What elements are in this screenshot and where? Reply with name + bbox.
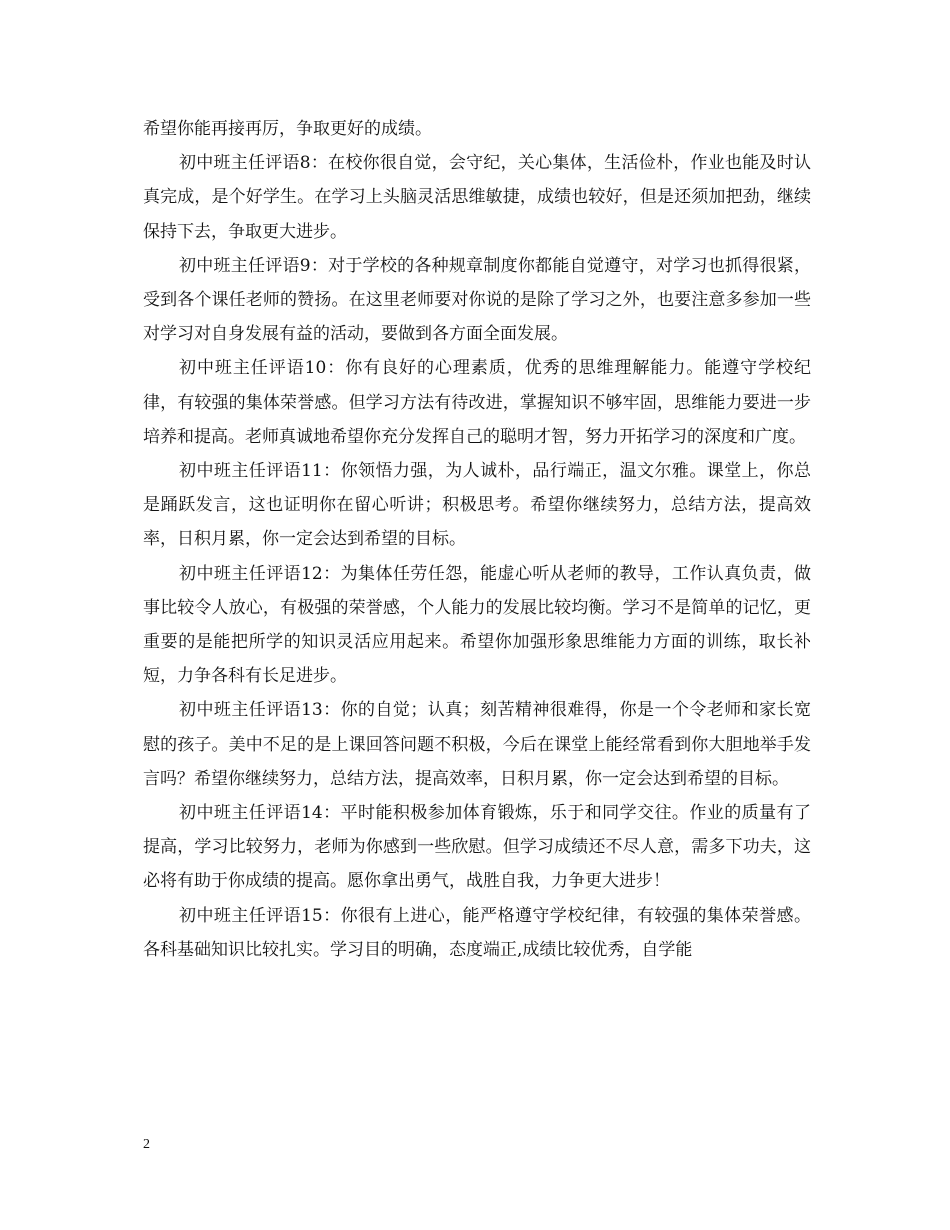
paragraph-comment-12: 初中班主任评语12：为集体任劳任怨，能虚心听从老师的教导，工作认真负责，做事比较令人放心，有极强的荣誉感，个人能力的发展比较均衡。学习不是简单的记忆，更重要的是能把所学的知识灵活应用起来。希望你加强形象思维能力方面的训练，取长补短，力争各科有长足进步。 xyxy=(143,563,811,687)
paragraph-comment-13: 初中班主任评语13：你的自觉；认真；刻苦精神很难得，你是一个令老师和家长宽慰的孩子。美中不足的是上课回答问题不积极，今后在课堂上能经常看到你大胆地举手发言吗？希望你继续努力，总结方法，提高效率，日积月累，你一定会达到希望的目标。 xyxy=(143,700,811,789)
document-body xyxy=(143,112,811,967)
paragraph-continuation: 希望你能再接再厉，争取更好的成绩。 xyxy=(143,119,432,139)
page-number: 2 xyxy=(143,1137,150,1152)
paragraph-comment-11: 初中班主任评语11：你领悟力强，为人诚朴，品行端正，温文尔雅。课堂上，你总是踊跃发言，这也证明你在留心听讲；积极思考。希望你继续努力，总结方法，提高效率，日积月累，你一定会达到希望的目标。 xyxy=(143,461,811,550)
paragraph-comment-10: 初中班主任评语10：你有良好的心理素质，优秀的思维理解能力。能遵守学校纪律，有较强的集体荣誉感。但学习方法有待改进，掌握知识不够牢固，思维能力要进一步培养和提高。老师真诚地希望你充分发挥自己的聪明才智，努力开拓学习的深度和广度。 xyxy=(143,358,811,447)
paragraph-comment-9: 初中班主任评语9：对于学校的各种规章制度你都能自觉遵守，对学习也抓得很紧，受到各个课任老师的赞扬。在这里老师要对你说的是除了学习之外，也要注意多参加一些对学习对自身发展有益的活动，要做到各方面全面发展。 xyxy=(143,255,811,345)
paragraph-comment-14: 初中班主任评语14：平时能积极参加体育锻炼，乐于和同学交往。作业的质量有了提高，学习比较努力，老师为你感到一些欣慰。但学习成绩还不尽人意，需多下功夫，这必将有助于你成绩的提高。愿你拿出勇气，战胜自我，力争更大进步！ xyxy=(143,803,811,892)
paragraph-comment-8: 初中班主任评语8：在校你很自觉，会守纪，关心集体，生活俭朴，作业也能及时认真完成，是个好学生。在学习上头脑灵活思维敏捷，成绩也较好，但是还须加把劲，继续保持下去，争取更大进步。 xyxy=(143,153,811,242)
paragraph-comment-15: 初中班主任评语15：你很有上进心，能严格遵守学校纪律，有较强的集体荣誉感。各科基础知识比较扎实。学习目的明确，态度端正,成绩比较优秀，自学能 xyxy=(143,905,811,960)
